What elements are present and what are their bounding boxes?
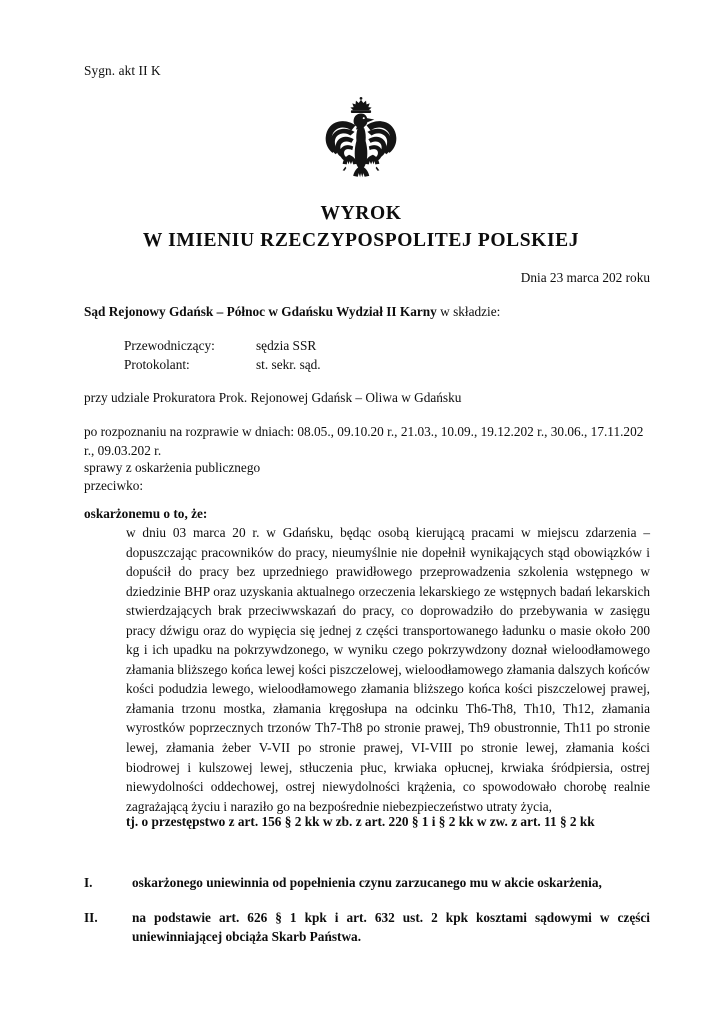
ruling-item-1: [84, 873, 650, 893]
judgment-title: [0, 200, 722, 254]
hearing-dates: po rozpoznaniu na rozprawie w dniach: 08.05., 09.10.20 r., 21.03., 10.09., 19.12.202 r., 30.06., 17.11.202 r., 09.03.202 r.: [84, 424, 644, 458]
case-type-line: sprawy z oskarżenia publicznego: [84, 460, 261, 475]
emblem-container: [0, 97, 722, 185]
against-line: przeciwko:: [84, 478, 144, 493]
presiding-label: Przewodniczący:: [124, 338, 215, 353]
presiding-name: sędzia SSR: [256, 338, 317, 353]
clerk-name: st. sekr. sąd.: [256, 356, 321, 372]
case-number: Sygn. akt II K: [84, 63, 161, 78]
legal-qualification: tj. o przestępstwo z art. 156 § 2 kk w zb. z art. 220 § 1 i § 2 kk w zw. z art. 11 § 2 kk: [126, 814, 595, 829]
ruling-number-1: I.: [84, 875, 93, 890]
prosecutor-line: przy udziale Prokuratora Prok. Rejonowej Gdańsk – Oliwa w Gdańsku: [84, 390, 462, 405]
charge-body: [126, 523, 650, 816]
title-republic: W IMIENIU RZECZYPOSPOLITEJ POLSKIEJ: [142, 230, 580, 251]
ruling-text-1: oskarżonego uniewinnia od popełnienia czynu zarzucanego mu w akcie oskarżenia,: [132, 875, 602, 890]
judgment-date: Dnia 23 marca 202 roku: [520, 270, 650, 285]
court-panel: [124, 337, 321, 374]
ruling-number-2: II.: [84, 909, 98, 925]
polish-eagle-emblem: [315, 97, 407, 185]
rulings-list: [84, 873, 650, 962]
title-wyrok: WYROK: [320, 203, 402, 224]
court-name: Sąd Rejonowy Gdańsk – Północ w Gdańsku Wydział II Karny: [84, 304, 437, 319]
panel-row-presiding: [124, 337, 321, 356]
panel-row-clerk: [124, 356, 321, 375]
ruling-text-2: na podstawie art. 626 § 1 kpk i art. 632 ust. 2 kpk kosztami sądowymi w części uniewinniającej obciąża Skarb Państwa.: [132, 909, 650, 944]
court-line: [84, 303, 500, 321]
charge-text: w dniu 03 marca 20 r. w Gdańsku, będąc osobą kierującą pracami w miejscu zdarzenia – dopuszczając pracowników do pracy, nieumyślnie nie dopełnił wynikających stąd obowiązków i dopuścił do pracy bez uprzedniego prawidłowego przeprowadzenia szkolenia wstępnego w dziedzinie BHP oraz uzyskania aktualnego orzeczenia lekarskiego ze wstępnych badań lekarskich stwierdzających brak przeciwwskazań do pracy, co doprowadziło do przebywania w zasięgu pracy dźwigu oraz do wypięcia się jednej z części transportowanego ładunku o masie około 200 kg i ich upadku na pokrzywdzonego, w wyniku czego pokrzywdzony doznał wieloodłamowego złamania bliższego końca lewej kości piszczelowej, wieloodłamowego złamania dalszych końców kości podudzia lewego, wieloodłamowego złamania bliższego końca kości piszczelowej prawej, złamania trzonu mostka, złamania kręgosłupa na odcinku Th6-Th8, Th10, Th12, złamania wyrostków poprzecznych trzonów Th7-Th8 po stronie prawej, Th9 obustronnie, Th11 po stronie lewej, złamania żeber V-VII po stronie prawej, VI-VIII po stronie lewej, złamania kości biodrowej i kulszowej lewej, stłuczenia płuc, krwiaka opłucnej, krwiaka śródpiersia, ostrej niewydolności oddechowej, ostrej niewydolności krążenia, co spowodowało chorobę realnie zagrażającą życiu i naraziło go na bezpośrednie niebezpieczeństwo utraty życia,: [126, 525, 650, 814]
ruling-item-2: [84, 908, 650, 947]
clerk-label: Protokolant:: [124, 356, 190, 372]
court-suffix: w składzie:: [436, 304, 501, 319]
accused-heading: oskarżonemu o to, że:: [84, 506, 208, 521]
